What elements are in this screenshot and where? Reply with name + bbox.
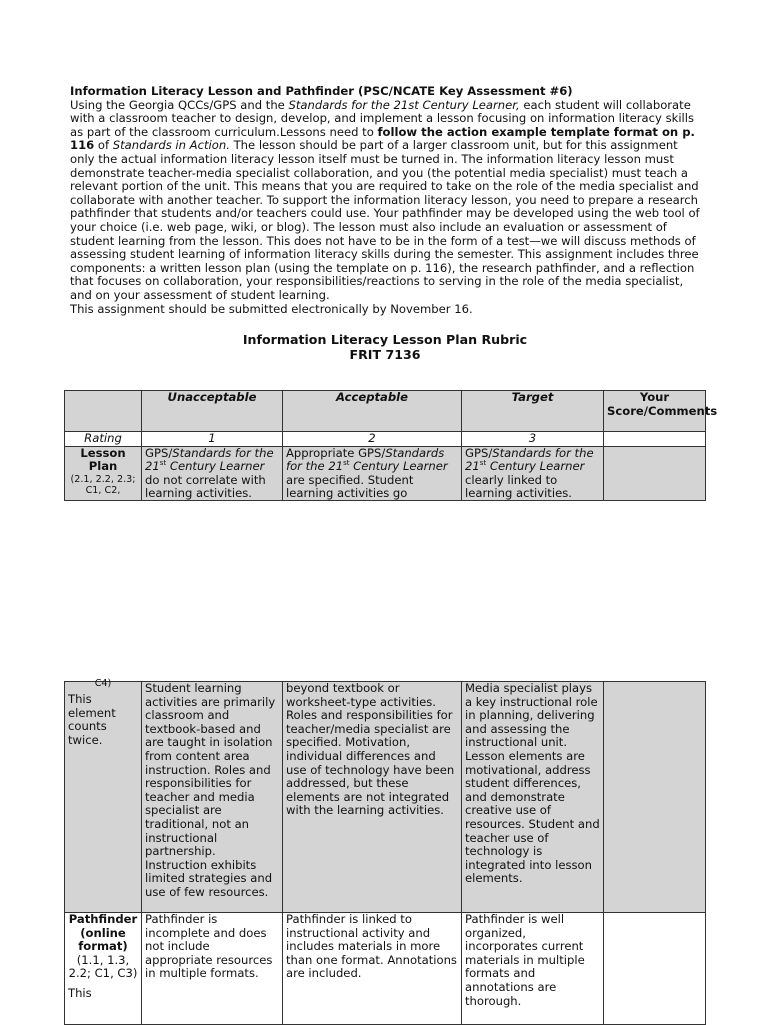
lp-a-d: are specified. Student learning activities go — [286, 472, 414, 501]
pathfinder-unacceptable: Pathfinder is incomplete and does not include appropriate resources in multiple formats. — [142, 913, 283, 1025]
p1-part-e: of — [94, 138, 113, 153]
rating-target: 3 — [462, 432, 604, 447]
assignment-paragraph — [70, 99, 700, 303]
lesson-plan-row — [65, 446, 706, 500]
lp-t-sup: st — [479, 459, 487, 468]
rating-score — [604, 432, 706, 447]
assignment-description — [70, 85, 700, 316]
header-unacceptable: Unacceptable — [142, 391, 283, 432]
pathfinder-standards: (1.1, 1.3, 2.2; C1, C3) — [68, 952, 138, 981]
lesson-plan-acceptable — [283, 446, 462, 500]
header-target: Target — [462, 391, 604, 432]
lp-t-d: clearly linked to learning activities. — [465, 472, 572, 501]
rubric-table-continued — [64, 678, 706, 1025]
p1-part-d: follow the action example template format on p. 116 — [70, 124, 695, 153]
pathfinder-criterion — [65, 913, 142, 1025]
pathfinder-row — [65, 913, 706, 1025]
due-date-line: This assignment should be submitted electronically by November 16. — [70, 301, 473, 316]
lp-u-b: Standards for the 21 — [145, 445, 274, 474]
pathfinder-target: Pathfinder is well organized, incorporates current materials in multiple formats and annotations are thorough. — [462, 913, 604, 1025]
lesson-plan-target — [462, 446, 604, 500]
pathfinder-name: Pathfinder (online format) — [68, 912, 138, 954]
rubric-table-top — [64, 390, 718, 501]
p1-part-a: Using the Georgia QCCs/GPS and the — [70, 97, 289, 112]
lesson-plan-name: Lesson Plan — [80, 445, 126, 474]
lp-a-sup: st — [343, 459, 350, 468]
rating-acceptable: 2 — [283, 432, 462, 447]
lesson-plan-acceptable-continued: beyond textbook or worksheet-type activities. Roles and responsibilities for teacher/media specialist are specified. Motivation, individual differences and use of technology have been addressed, but these elements are not integrated with the learning activities. — [283, 682, 462, 913]
lesson-plan-standards: (2.1, 2.2, 2.3; C1, C2, — [70, 473, 136, 496]
lesson-plan-score — [604, 446, 706, 500]
pathfinder-note: This — [68, 985, 92, 1000]
header-empty — [65, 391, 142, 432]
lp-u-d: do not correlate with learning activities. — [145, 472, 266, 501]
p1-part-g: The lesson should be part of a larger classroom unit, but for this assignment only the actual information literacy lesson itself must be turned in. The information literacy lesson must demonstrate teacher-media specialist collaboration, and you (the potential media specialist) must teach a relevant portion of the unit. This means that you are required to take on the role of the media specialist and collaborate with another teacher. To support the information literacy lesson, you need to prepare a research pathfinder that students and/or teachers could use. Your pathfinder may be developed using the web tool of your choice (i.e. web page, wiki, or blog). The lesson must also include an evaluation or assessment of student learning from the lesson. This does not have to be in the form of a test—we will discuss methods of assessing student learning of information literacy skills during the semester. This assignment includes three components: a written lesson plan (using the template on p. 116), the research pathfinder, and a reflection that focuses on collaboration, your responsibilities/reactions to serving in the role of the media specialist, and on your assessment of student learning. — [70, 138, 700, 302]
lp-t-b: Standards for the 21 — [465, 445, 594, 474]
lp-u-a: GPS/ — [145, 445, 173, 460]
rating-row — [65, 432, 706, 447]
rubric-course: FRIT 7136 — [349, 347, 421, 362]
lesson-plan-target-continued: Media specialist plays a key instructional role in planning, delivering and assessing the instructional unit. Lesson elements are motivational, address student differences, and demonstrate creative use of resources. Student and teacher use of technology is integrated into lesson elements. — [462, 682, 604, 913]
p1-part-b: Standards for the 21st Century Learner, — [288, 97, 520, 112]
lesson-plan-unacceptable-continued: Student learning activities are primarily classroom and textbook-based and are taught in isolation from content area instruction. Roles and responsibilities for teacher and media specialist are traditional, not an instructional partnership. Instruction exhibits limited strategies and use of few resources. — [142, 682, 283, 913]
lesson-plan-standards-end: C4) — [94, 678, 112, 689]
rating-unacceptable: 1 — [142, 432, 283, 447]
lesson-plan-criterion-continued — [65, 678, 142, 913]
header-your-score: Your Score/Comments — [604, 391, 706, 432]
lesson-plan-row-continued — [65, 682, 706, 913]
rubric-title: Information Literacy Lesson Plan Rubric — [242, 332, 528, 347]
assignment-heading: Information Literacy Lesson and Pathfinder (PSC/NCATE Key Assessment #6) — [70, 84, 573, 98]
lesson-plan-unacceptable — [142, 446, 283, 500]
lp-a-b: Standards for the 21 — [286, 445, 445, 474]
pathfinder-score — [604, 913, 706, 1025]
lp-u-c: Century Learner — [166, 459, 265, 474]
header-row — [65, 391, 706, 432]
lp-u-sup: st — [159, 459, 167, 468]
counts-twice-note: This element counts twice. — [68, 692, 116, 747]
rating-label: Rating — [65, 432, 142, 447]
lesson-plan-score-continued — [604, 682, 706, 913]
pathfinder-acceptable: Pathfinder is linked to instructional activity and includes materials in more than one format. Annotations are included. — [283, 913, 462, 1025]
p1-part-c: each student will collaborate with a classroom teacher to design, develop, and implement a lesson focusing on information literacy skills as part of the classroom curriculum.Lessons need to — [70, 97, 695, 139]
lp-a-a: Appropriate GPS/ — [286, 445, 386, 460]
p1-part-f: Standards in Action. — [112, 138, 230, 153]
lp-t-a: GPS/ — [465, 445, 493, 460]
lesson-plan-criterion — [65, 446, 142, 500]
lp-t-c: Century Learner — [486, 459, 585, 474]
lp-a-c: Century Learner — [349, 459, 448, 474]
header-acceptable: Acceptable — [283, 391, 462, 432]
